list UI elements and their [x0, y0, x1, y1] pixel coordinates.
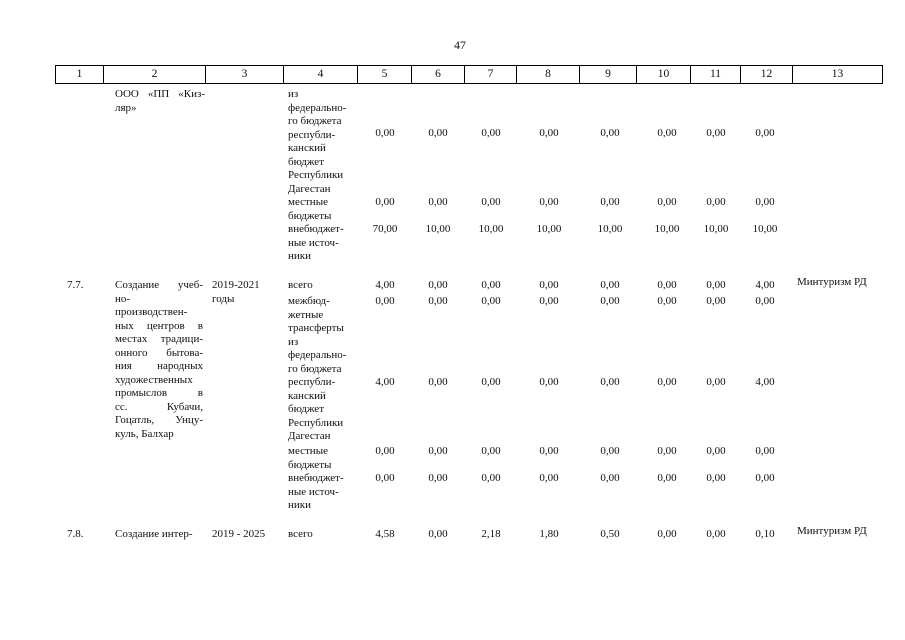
value-cell: 0,00	[539, 472, 559, 484]
value-cell: 0,00	[428, 376, 448, 388]
value-cell: 10,00	[536, 223, 562, 235]
item-period: 2019 - 2025	[212, 528, 266, 540]
value-cell: 0,00	[428, 472, 448, 484]
value-cell: 0,00	[706, 445, 726, 457]
page-number: 47	[454, 38, 466, 52]
value-cell: 0,00	[706, 295, 726, 307]
value-cell: 4,00	[755, 376, 775, 388]
value-cell: 0,00	[428, 445, 448, 457]
value-cell: 0,00	[481, 127, 501, 139]
org-name: ООО «ПП «Киз- ляр»	[115, 88, 205, 114]
value-cell: 0,00	[539, 445, 559, 457]
value-cell: 0,00	[375, 295, 395, 307]
value-cell: 0,00	[600, 279, 620, 291]
responsible-party: Минтуризм РД	[797, 525, 867, 537]
value-cell: 10,00	[654, 223, 680, 235]
header-col-11: 11	[690, 66, 740, 83]
value-cell: 0,50	[600, 528, 620, 540]
value-cell: 0,00	[481, 196, 501, 208]
value-cell: 0,00	[706, 472, 726, 484]
value-cell: 4,00	[375, 279, 395, 291]
value-cell: 0,00	[481, 295, 501, 307]
header-col-2: 2	[103, 66, 205, 83]
item-period: 2019-2021 годы	[212, 279, 260, 305]
value-cell: 70,00	[372, 223, 398, 235]
value-cell: 0,00	[657, 295, 677, 307]
value-cell: 0,00	[657, 279, 677, 291]
value-cell: 0,00	[481, 376, 501, 388]
header-col-4: 4	[283, 66, 357, 83]
source-total: всего	[288, 279, 313, 291]
value-cell: 0,00	[706, 528, 726, 540]
source-local: местные бюджеты	[288, 445, 332, 471]
value-cell: 0,00	[600, 295, 620, 307]
value-cell: 0,00	[481, 279, 501, 291]
source-federal-republic: из федерально- го бюджета республи- канский бюджет Республики Дагестан	[288, 88, 347, 195]
value-cell: 0,00	[657, 445, 677, 457]
source-local: местные бюджеты	[288, 196, 332, 222]
value-cell: 10,00	[597, 223, 623, 235]
value-cell: 0,00	[428, 295, 448, 307]
value-cell: 10,00	[703, 223, 729, 235]
value-cell: 0,00	[600, 376, 620, 388]
header-col-12: 12	[740, 66, 792, 83]
header-col-13: 13	[792, 66, 883, 83]
value-cell: 0,00	[481, 445, 501, 457]
item-title: Создание интер-	[115, 528, 193, 540]
value-cell: 10,00	[752, 223, 778, 235]
value-cell: 4,00	[755, 279, 775, 291]
value-cell: 4,00	[375, 376, 395, 388]
source-republic: республи- канский бюджет Республики Дагестан	[288, 376, 344, 442]
header-col-10: 10	[636, 66, 690, 83]
value-cell: 0,00	[428, 196, 448, 208]
value-cell: 0,00	[600, 127, 620, 139]
header-col-5: 5	[357, 66, 411, 83]
table-header-row	[55, 65, 883, 84]
value-cell: 0,00	[755, 445, 775, 457]
header-col-1: 1	[55, 66, 103, 83]
value-cell: 0,00	[600, 445, 620, 457]
source-extrabudget: внебюджет- ные источ- ники	[288, 472, 344, 511]
value-cell: 0,00	[428, 127, 448, 139]
value-cell: 2,18	[481, 528, 501, 540]
value-cell: 0,00	[657, 528, 677, 540]
value-cell: 0,00	[375, 472, 395, 484]
item-number: 7.7.	[67, 279, 84, 291]
value-cell: 0,00	[481, 472, 501, 484]
value-cell: 0,00	[539, 295, 559, 307]
item-title: Создание учеб- но- производствен- ных центров в местах традици- онного бытова- ния народных художественных промыслов в сс. Кубачи, Гоцатль, Унцу- куль, Балхар	[115, 279, 203, 440]
source-total: всего	[288, 528, 313, 540]
value-cell: 0,00	[539, 279, 559, 291]
value-cell: 1,80	[539, 528, 559, 540]
value-cell: 0,00	[706, 279, 726, 291]
value-cell: 0,00	[706, 127, 726, 139]
value-cell: 0,10	[755, 528, 775, 540]
value-cell: 0,00	[539, 196, 559, 208]
value-cell: 0,00	[755, 127, 775, 139]
header-col-9: 9	[579, 66, 636, 83]
value-cell: 0,00	[428, 279, 448, 291]
value-cell: 4,58	[375, 528, 395, 540]
value-cell: 0,00	[706, 196, 726, 208]
source-extrabudget: внебюджет- ные источ- ники	[288, 223, 344, 262]
value-cell: 10,00	[425, 223, 451, 235]
value-cell: 0,00	[600, 196, 620, 208]
value-cell: 0,00	[755, 295, 775, 307]
responsible-party: Минтуризм РД	[797, 276, 867, 288]
value-cell: 0,00	[375, 445, 395, 457]
header-col-7: 7	[464, 66, 516, 83]
source-interbudget: межбюд- жетные трансферты из федерально- го бюджета	[288, 295, 347, 375]
header-col-8: 8	[516, 66, 579, 83]
value-cell: 0,00	[657, 196, 677, 208]
value-cell: 0,00	[539, 376, 559, 388]
value-cell: 0,00	[706, 376, 726, 388]
value-cell: 10,00	[478, 223, 504, 235]
value-cell: 0,00	[539, 127, 559, 139]
value-cell: 0,00	[428, 528, 448, 540]
value-cell: 0,00	[657, 376, 677, 388]
value-cell: 0,00	[375, 127, 395, 139]
value-cell: 0,00	[755, 196, 775, 208]
value-cell: 0,00	[375, 196, 395, 208]
header-col-3: 3	[205, 66, 283, 83]
header-col-6: 6	[411, 66, 464, 83]
item-number: 7.8.	[67, 528, 84, 540]
value-cell: 0,00	[600, 472, 620, 484]
value-cell: 0,00	[657, 127, 677, 139]
value-cell: 0,00	[657, 472, 677, 484]
value-cell: 0,00	[755, 472, 775, 484]
